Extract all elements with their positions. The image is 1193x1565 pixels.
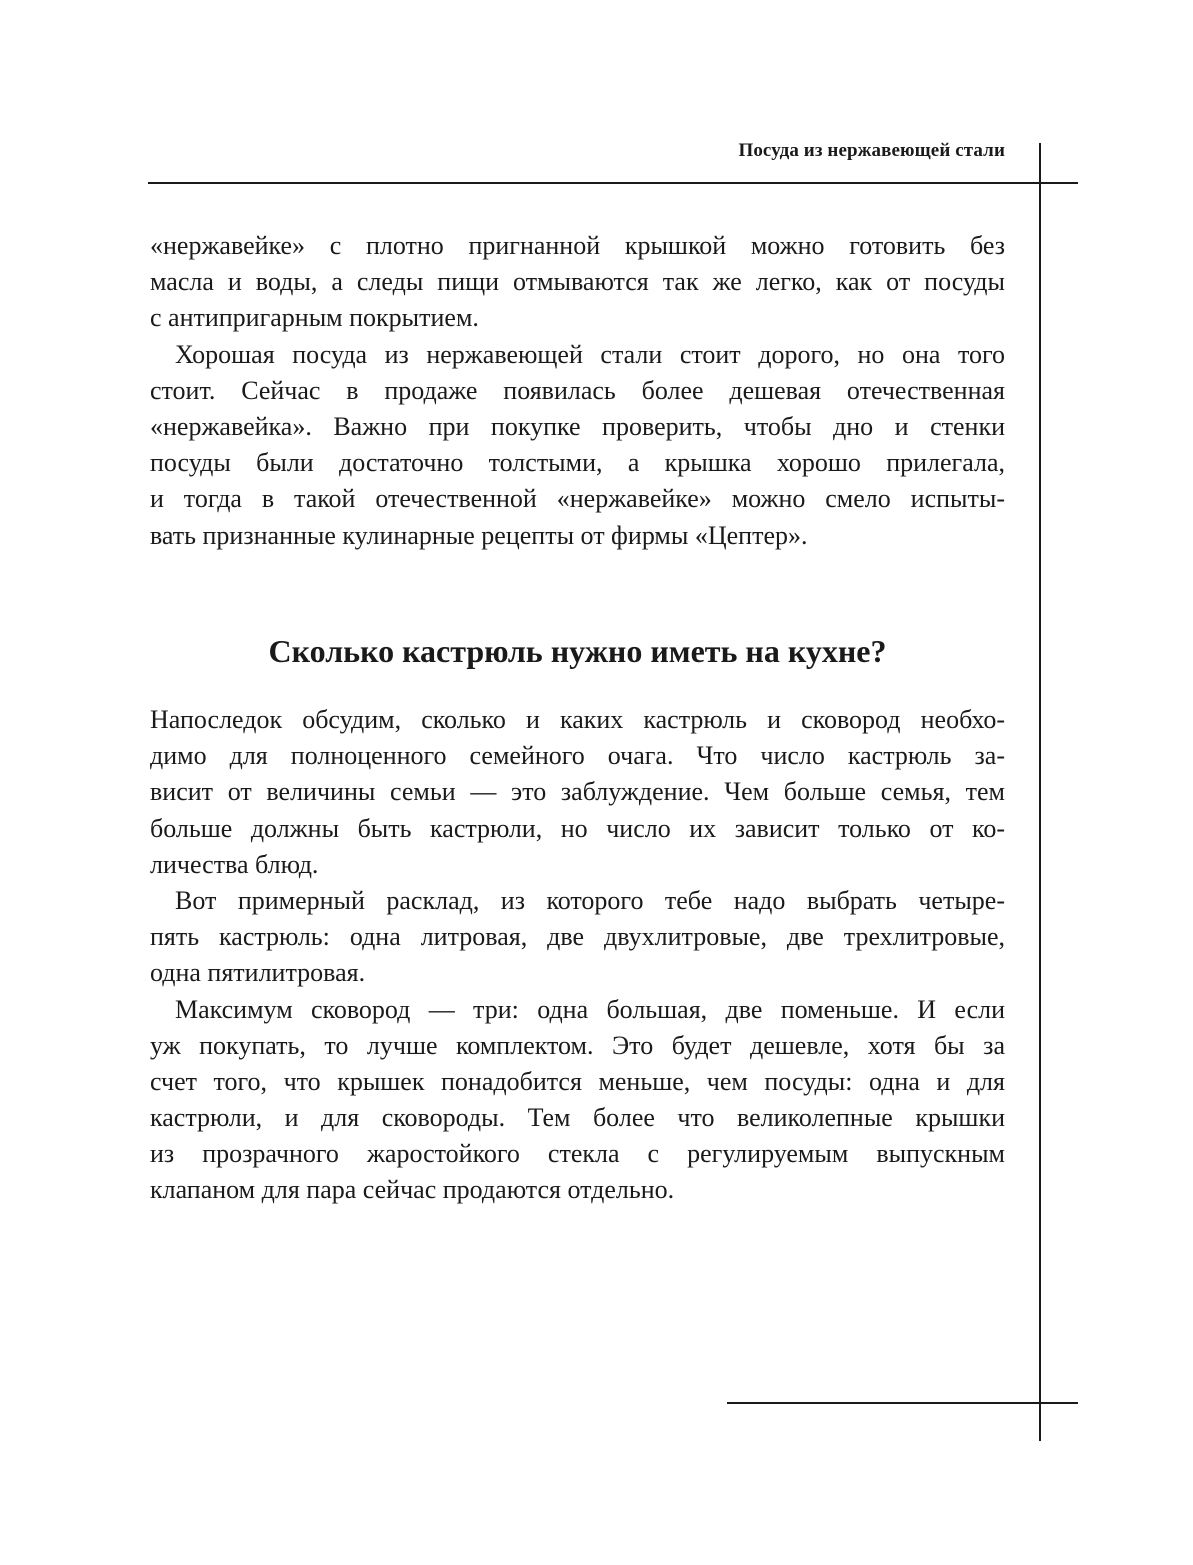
footer-rule: [727, 1402, 1078, 1404]
text-line: посуды были достаточно толстыми, а крышка хорошо прилегала,: [150, 448, 1005, 478]
running-head: Посуда из нержавеющей стали: [738, 140, 1005, 161]
text-line: «нержавейка». Важно при покупке проверить, чтобы дно и стенки: [150, 411, 1005, 441]
section-2-text: [150, 702, 1005, 1209]
text-line: с антипригарным покрытием.: [150, 303, 479, 333]
text-line: личества блюд.: [150, 849, 319, 879]
section-1-text: [150, 228, 1005, 554]
text-line: димо для полноценного семейного очага. Что число кастрюль за-: [150, 741, 1005, 771]
margin-rule: [1039, 143, 1041, 1441]
text-line: одна пятилитровая.: [150, 958, 366, 988]
text-line: счет того, что крышек понадобится меньше, чем посуды: одна и для: [150, 1066, 1005, 1096]
text-line: стоит. Сейчас в продаже появилась более дешевая отечественная: [150, 375, 1005, 405]
text-line: Напоследок обсудим, сколько и каких кастрюль и сковород необхо-: [150, 705, 1005, 734]
text-line: масла и воды, а следы пищи отмываются так же легко, как от посуды: [150, 267, 1005, 297]
text-line: и тогда в такой отечественной «нержавейке» можно смело испыты-: [150, 484, 1005, 514]
text-line: Максимум сковород — три: одна большая, две поменьше. И если: [175, 994, 1005, 1024]
text-line: клапаном для пара сейчас продаются отдельно.: [150, 1175, 675, 1205]
text-line: «нержавейке» с плотно пригнанной крышкой можно готовить без: [150, 231, 1005, 260]
text-line: Вот примерный расклад, из которого тебе надо выбрать четыре-: [175, 885, 1005, 915]
text-line: висит от величины семьи — это заблуждение. Чем больше семья, тем: [150, 777, 1005, 807]
header-rule: [148, 182, 1078, 184]
text-line: из прозрачного жаростойкого стекла с регулируемым выпускным: [150, 1139, 1005, 1169]
section-heading: Сколько кастрюль нужно иметь на кухне?: [268, 633, 887, 669]
text-line: пять кастрюль: одна литровая, две двухлитровые, две трехлитровые,: [150, 922, 1005, 952]
text-line: больше должны быть кастрюли, но число их зависит только от ко-: [150, 813, 1005, 843]
text-line: вать признанные кулинарные рецепты от фирмы «Цептер».: [150, 520, 808, 550]
text-line: уж покупать, то лучше комплектом. Это будет дешевле, хотя бы за: [150, 1030, 1005, 1060]
text-line: Хорошая посуда из нержавеющей стали стоит дорого, но она того: [175, 339, 1005, 369]
text-line: кастрюли, и для сковороды. Тем более что великолепные крышки: [150, 1103, 1005, 1133]
